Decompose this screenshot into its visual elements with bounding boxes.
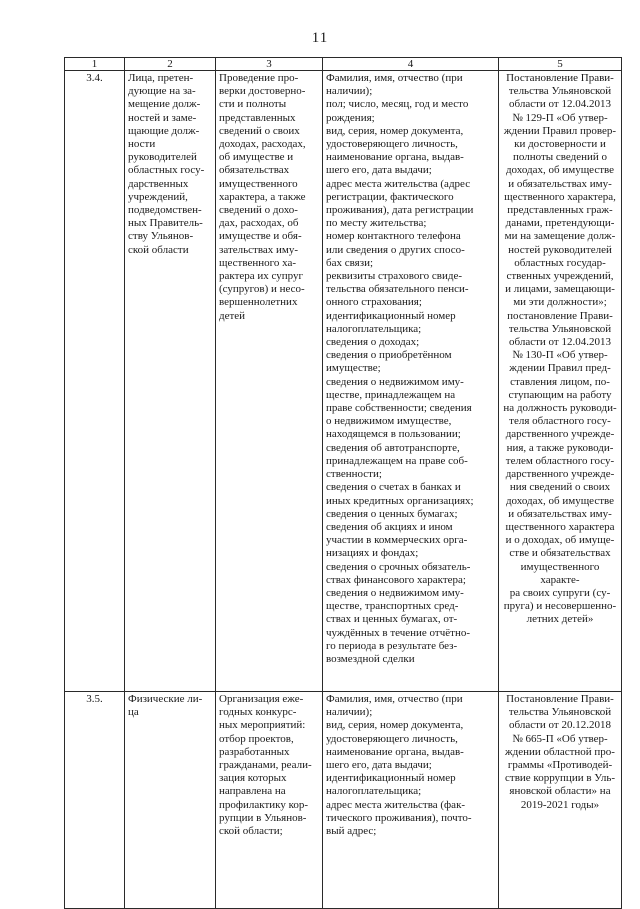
personal-data-list-cell: Фамилия, имя, отчество (при наличии); пол; число, месяц, год и место рождения; вид, серия, номер документа, удостоверяющего личность, наименование органа, выдав- шего его, дата выдачи; адрес места жительства (адрес регистрации, фактического проживания), дата регистрации по месту жительства; номер контактного телефона или сведения о других спосо- бах связи; реквизиты страхового свиде- тельства обязательного пенси- онного страхования; идентификационный номер налогоплательщика; сведения о доходах; сведения о приобретённом имуществе; сведения о недвижимом иму- ществе, принадлежащем на праве собственности; сведения о недвижимом имуществе, находящемся в пользовании; сведения об автотранспорте, принадлежащем на праве соб- ственности; сведения о счетах в банках и иных кредитных организациях; сведения о ценных бумагах; сведения об акциях и ином участии в коммерческих орга- низациях и фондах; сведения о срочных обязатель- ствах финансового характера; сведения о недвижимом иму- ществе, транспортных сред- ствах и ценных бумагах, от- чуждённых в течение отчётно- го периода в результате без- возмездной сделки — [323, 71, 499, 692]
row-number: 3.5. — [65, 692, 125, 909]
personal-data-list-cell: Фамилия, имя, отчество (при наличии); вид, серия, номер документа, удостоверяющего личность, наименование органа, выдав- шего его, дата выдачи; идентификационный номер налогоплательщика; адрес места жительства (фак- тического проживания), почто- вый адрес; — [323, 692, 499, 909]
page-number: 11 — [311, 30, 329, 46]
data-subjects-cell: Лица, претен- дующие на за- мещение долж- ностей и заме- щающие долж- ности руководителей областных госу- дарственных учреждений, подведомствен- ных Правитель- ству Ульянов- ской области — [125, 71, 216, 692]
legal-basis-cell: Постановление Прави- тельства Ульяновской области от 20.12.2018 № 665-П «Об утвер- ждении областной про- граммы «Противодей- ствие коррупции в Уль- яновской области» на 2019-2021 годы» — [499, 692, 622, 909]
table-row — [65, 692, 622, 909]
row-number: 3.4. — [65, 71, 125, 692]
column-header-3: 3 — [216, 58, 323, 71]
legal-basis-cell: Постановление Прави- тельства Ульяновской области от 12.04.2013 № 129-П «Об утвер- ждении Правил провер- ки достоверности и полноты сведений о доходах, об имуществе и обязательствах иму- щественного характера, представленных граж- данами, претендующи- ми на замещение долж- ностей руководителей областных государ- ственных учреждений, и лицами, замещающи- ми эти должности»; постановление Прави- тельства Ульяновской области от 12.04.2013 № 130-П «Об утвер- ждении Правил пред- ставления лицом, по- ступающим на работу на должность руководи- теля областного госу- дарственного учрежде- ния, а также руководи- телем областного госу- дарственного учрежде- ния сведений о своих доходах, об имуществе и обязательствах иму- щественного характера и о доходах, об имуще- стве и обязательствах имущественного характе- ра своих супруги (су- пруга) и несовершенно- летних детей» — [499, 71, 622, 692]
processing-purpose-cell: Проведение про- верки достоверно- сти и полноты представленных сведений о своих доходах, расходах, об имуществе и обязательствах имущественного характера, а также сведений о дохо- дах, расходах, об имуществе и обя- зательствах иму- щественного ха- рактера их супруг (супругов) и несо- вершеннолетних детей — [216, 71, 323, 692]
data-processing-table — [64, 57, 622, 909]
table-header-row — [65, 58, 622, 71]
processing-purpose-cell: Организация еже- годных конкурс- ных мероприятий: отбор проектов, разработанных гражданами, реали- зация которых направлена на профилактику кор- рупции в Ульянов- ской области; — [216, 692, 323, 909]
column-header-2: 2 — [125, 58, 216, 71]
column-header-4: 4 — [323, 58, 499, 71]
data-subjects-cell: Физические ли- ца — [125, 692, 216, 909]
column-header-1: 1 — [65, 58, 125, 71]
column-header-5: 5 — [499, 58, 622, 71]
table-row — [65, 71, 622, 692]
